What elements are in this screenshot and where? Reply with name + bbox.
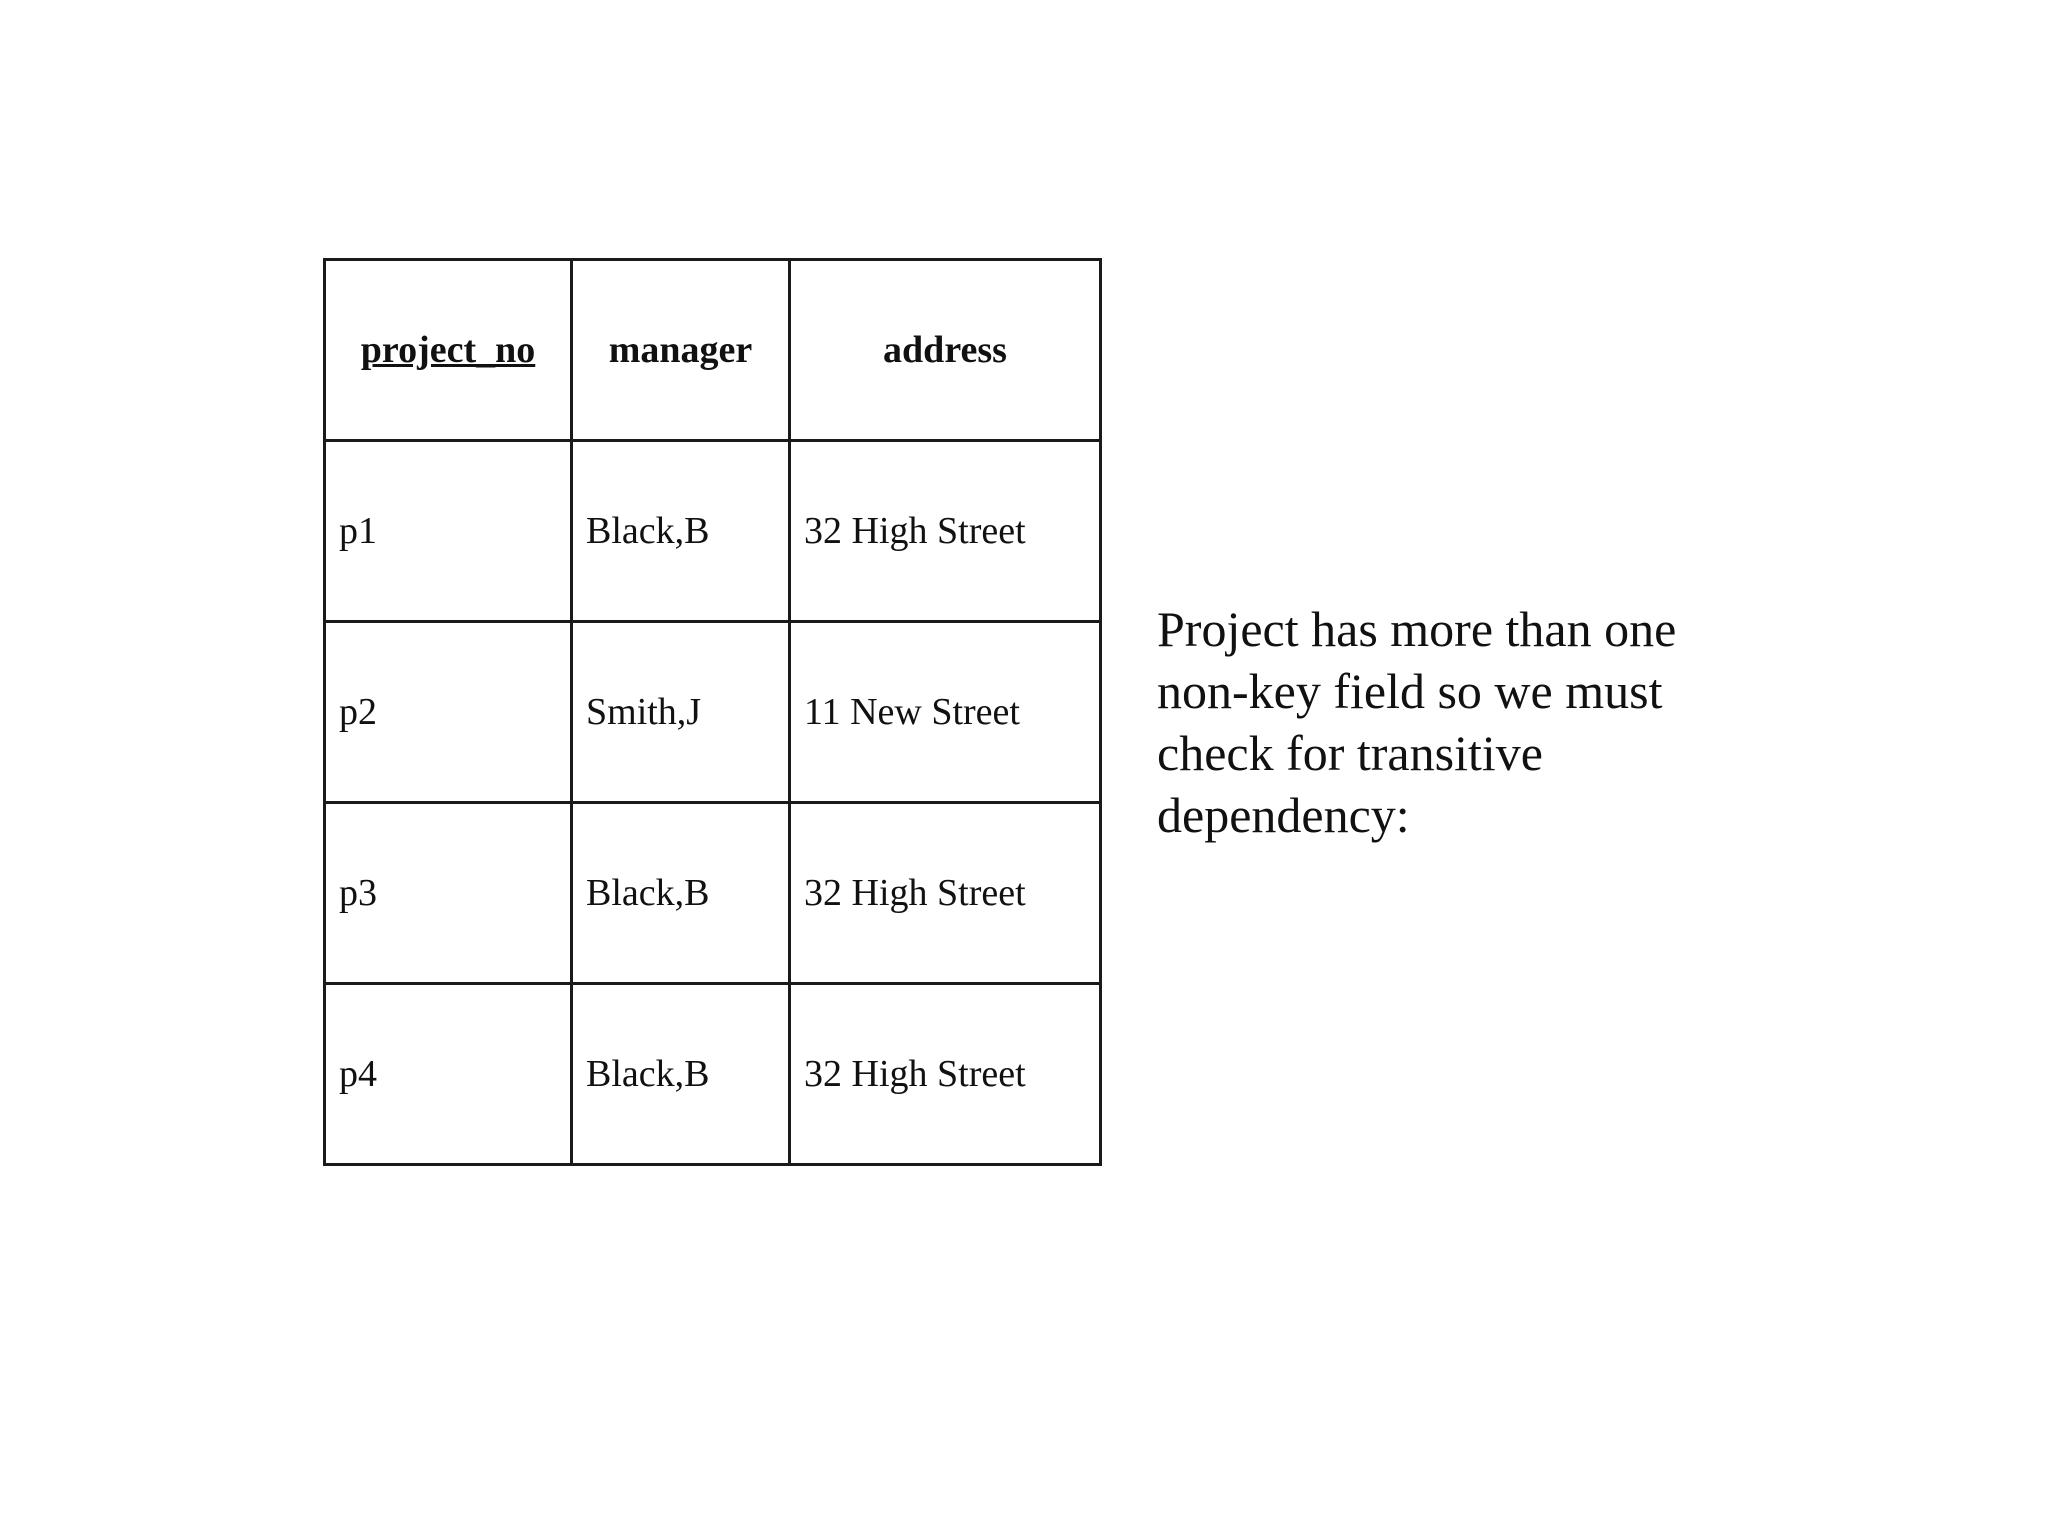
cell-address: 11 New Street	[790, 622, 1101, 803]
cell-manager: Black,B	[572, 441, 790, 622]
cell-project-no: p1	[325, 441, 572, 622]
cell-manager: Black,B	[572, 803, 790, 984]
header-project-no: project_no	[325, 260, 572, 441]
table-row	[325, 984, 1101, 1165]
cell-address: 32 High Street	[790, 984, 1101, 1165]
cell-project-no: p3	[325, 803, 572, 984]
transitive-dependency-note: Project has more than one non-key field so we must check for transitive dependency:	[1157, 601, 1677, 843]
table-row	[325, 622, 1101, 803]
cell-address: 32 High Street	[790, 803, 1101, 984]
cell-manager: Black,B	[572, 984, 790, 1165]
cell-manager: Smith,J	[572, 622, 790, 803]
table-header-row	[325, 260, 1101, 441]
cell-address: 32 High Street	[790, 441, 1101, 622]
header-address: address	[790, 260, 1101, 441]
project-table	[323, 258, 1102, 1166]
table-row	[325, 803, 1101, 984]
header-manager: manager	[572, 260, 790, 441]
cell-project-no: p4	[325, 984, 572, 1165]
table-row	[325, 441, 1101, 622]
cell-project-no: p2	[325, 622, 572, 803]
